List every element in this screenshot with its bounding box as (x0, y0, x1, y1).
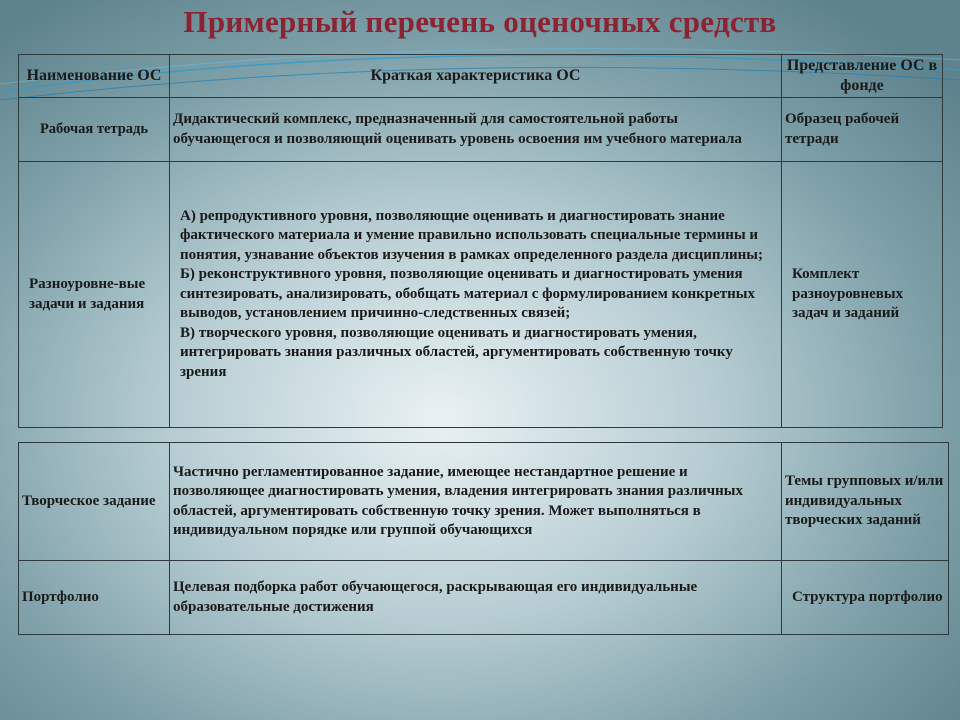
row-name: Разноуровне-вые задачи и задания (19, 162, 170, 428)
row-description: Частично регламентированное задание, имеющее нестандартное решение и позволяющее диагностировать умения, владения интегрировать знания различных областей, аргументировать собственную точку зрения. Может выполняться в индивидуальном порядке или группой обучающихся (170, 443, 782, 561)
row-representation: Структура портфолио (782, 561, 949, 635)
assessment-table-secondary (18, 442, 949, 635)
level-reproductive: А) репродуктивного уровня, позволяющие оценивать и диагностировать знание фактического материала и умение правильно использовать специальные термины и понятия, узнавание объектов изучения в рамках определенного раздела дисциплины; (180, 207, 763, 263)
row-description-levels (170, 162, 782, 428)
row-description: Целевая подборка работ обучающегося, раскрывающая его индивидуальные образовательные достижения (170, 561, 782, 635)
row-name: Творческое задание (19, 443, 170, 561)
table-row (19, 162, 943, 428)
page-title: Примерный перечень оценочных средств (183, 4, 777, 39)
row-name: Рабочая тетрадь (19, 98, 170, 162)
table-row (19, 443, 949, 561)
header-name: Наименование ОС (19, 55, 170, 98)
row-representation: Комплект разноуровневых задач и заданий (782, 162, 943, 428)
header-representation: Представление ОС в фонде (782, 55, 943, 98)
table-header-row (19, 55, 943, 98)
header-description: Краткая характеристика ОС (170, 55, 782, 98)
level-reconstructive: Б) реконструктивного уровня, позволяющие оценивать и диагностировать умения синтезировать, анализировать, обобщать материал с формулированием конкретных выводов, установлением причинно-следственных связей; (180, 266, 756, 322)
row-representation: Образец рабочей тетради (782, 98, 943, 162)
table-row (19, 98, 943, 162)
assessment-table-main (18, 54, 943, 428)
level-creative: В) творческого уровня, позволяющие оценивать и диагностировать умения, интегрировать знания различных областей, аргументировать собственную точку зрения (180, 324, 733, 380)
table-row (19, 561, 949, 635)
row-name: Портфолио (19, 561, 170, 635)
row-description: Дидактический комплекс, предназначенный для самостоятельной работы обучающегося и позволяющий оценивать уровень освоения им учебного материала (170, 98, 782, 162)
row-representation: Темы групповых и/или индивидуальных творческих заданий (782, 443, 949, 561)
